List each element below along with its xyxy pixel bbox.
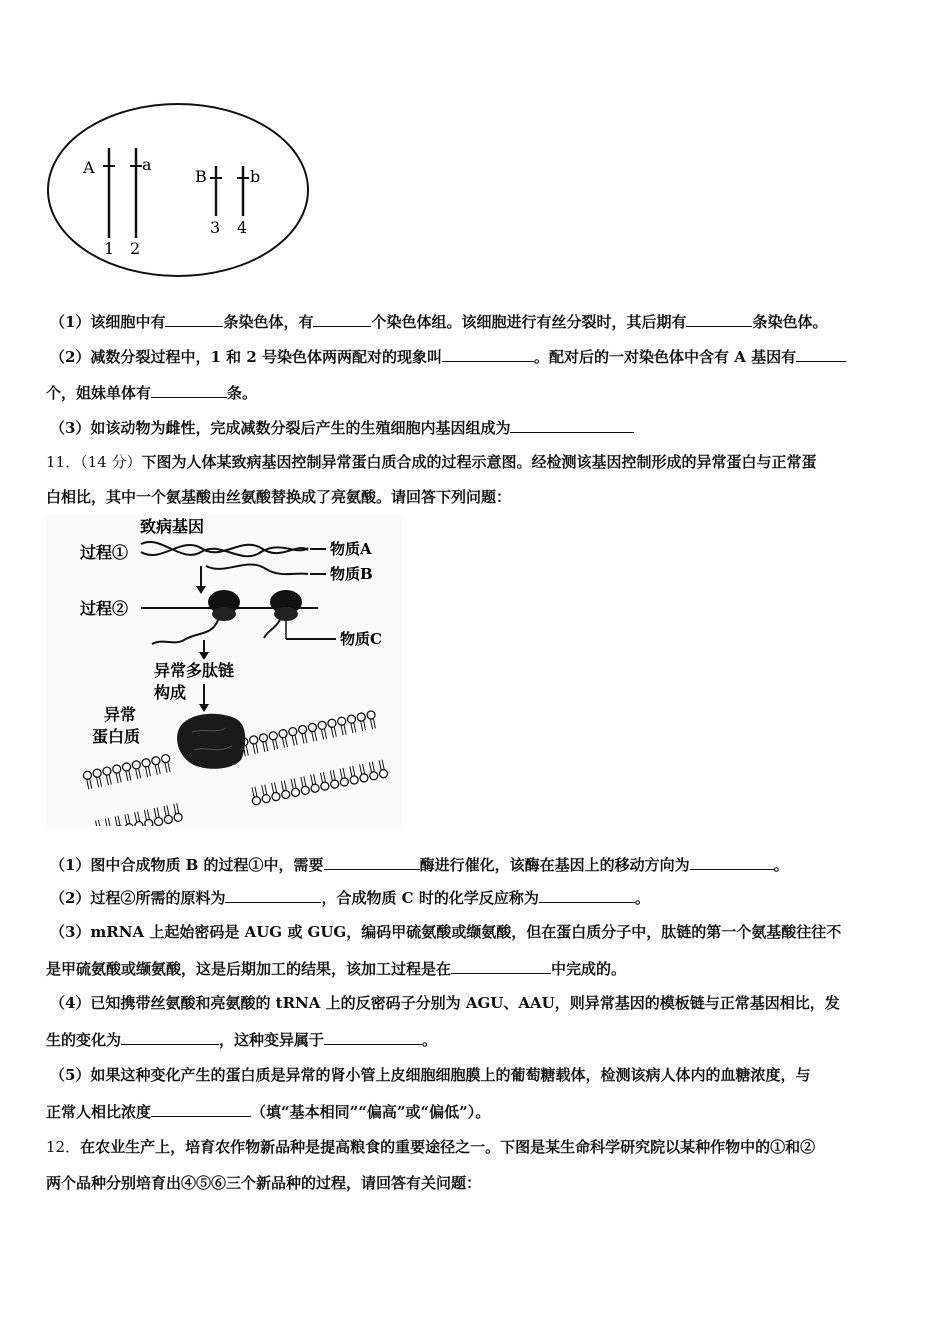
answer-blank[interactable] (151, 1101, 251, 1117)
answer-blank[interactable] (539, 887, 635, 903)
arrow-down-icon (196, 586, 206, 594)
ribosome-small-1 (212, 607, 236, 621)
answer-blank[interactable] (165, 311, 223, 327)
label-1: 1 (104, 239, 115, 258)
answer-blank[interactable] (324, 1029, 422, 1045)
label-2: 2 (130, 239, 141, 258)
label-A: A (83, 158, 95, 177)
answer-blank[interactable] (225, 887, 321, 903)
substance-c-label: 物质C (340, 630, 382, 648)
abnormal-protein-label-1: 异常 (104, 705, 137, 724)
answer-blank[interactable] (121, 1029, 219, 1045)
q12-line1: 12．在农业生产上，培育农作物新品种是提高粮食的重要途径之一。下图是某生命科学研究院以某种作物中的①和② (46, 1138, 816, 1156)
answer-blank[interactable] (686, 311, 752, 327)
q11-part4-line2: 生的变化为 ，这种变异属于 。 (46, 1031, 438, 1049)
q11-part3-line2: 是甲硫氨酸或缬氨酸，这是后期加工的结果，该加工过程是在 中完成的。 (46, 960, 627, 978)
arrow-down-icon (199, 704, 209, 712)
ribosome-small-2 (274, 607, 298, 621)
answer-blank[interactable] (510, 417, 634, 433)
question-score: （14 分） (80, 453, 142, 471)
gene-expression-figure (46, 514, 402, 826)
arrow-down-icon (199, 652, 209, 660)
q11-part3-line1: （3）mRNA 上起始密码是 AUG 或 GUG，编码甲硫氨酸或缬氨酸，但在蛋白质分子中，肽链的第一个氨基酸往往不 (50, 923, 842, 941)
q11-part5-line1: （5）如果这种变化产生的蛋白质是异常的肾小管上皮细胞细胞膜上的葡萄糖载体，检测该病人体内的血糖浓度，与 (50, 1066, 811, 1084)
mrna-strand (206, 564, 308, 574)
question-number: 12． (46, 1138, 81, 1156)
label-a: a (142, 155, 152, 174)
gene-label: 致病基因 (140, 517, 205, 536)
q11-part4-line1: （4）已知携带丝氨酸和亮氨酸的 tRNA 上的反密码子分别为 AGU、AAU，则异常基因的模板链与正常基因相比，发 (50, 994, 840, 1012)
cell-outline (48, 104, 308, 276)
process2-label: 过程② (80, 599, 129, 618)
chromosome-cell-figure (45, 98, 315, 280)
abnormal-peptide-label: 异常多肽链 (154, 661, 235, 680)
dna-strand-top (141, 542, 308, 556)
q11-part2: （2）过程②所需的原料为 ，合成物质 C 时的化学反应称为 。 (50, 889, 650, 907)
question-number: 11． (46, 453, 81, 471)
answer-blank[interactable] (690, 854, 774, 870)
q10-part3: （3）如该动物为雌性，完成减数分裂后产生的生殖细胞内基因组成为 (50, 417, 634, 438)
q10-part2: （2）减数分裂过程中，1 和 2 号染色体两两配对的现象叫 。配对后的一对染色体中含有 A 基因有 (50, 346, 846, 367)
substance-b-label: 物质B (330, 565, 373, 583)
q10-part1: （1）该细胞中有 条染色体，有 个染色体组。该细胞进行有丝分裂时，其后期有 条染色体。 (50, 313, 828, 331)
q11-part1: （1）图中合成物质 B 的过程①中，需要 酶进行催化，该酶在基因上的移动方向为 。 (50, 856, 789, 874)
answer-blank[interactable] (796, 346, 846, 362)
polypeptide-1 (152, 620, 218, 644)
answer-blank[interactable] (451, 958, 551, 974)
q11-intro-line1: 11．（14 分）下图为人体某致病基因控制异常蛋白质合成的过程示意图。经检测该基因控制形成的异常蛋白与正常蛋 (46, 453, 817, 471)
q10-part2-cont: 个，姐妹单体有 条。 (46, 384, 258, 402)
substance-a-label: 物质A (330, 540, 372, 558)
abnormal-protein-shape (177, 714, 245, 769)
q11-part5-line2: 正常人相比浓度 （填“基本相同”“偏高”或“偏低”）。 (46, 1103, 491, 1121)
polypeptide-2 (264, 620, 280, 638)
label-b: b (250, 167, 261, 186)
label-B: B (195, 167, 207, 186)
constitute-label: 构成 (154, 683, 187, 702)
answer-blank[interactable] (313, 311, 371, 327)
answer-blank[interactable] (151, 382, 227, 398)
answer-blank[interactable] (442, 346, 534, 362)
process1-label: 过程① (80, 543, 129, 562)
q11-intro-line2: 白相比，其中一个氨基酸由丝氨酸替换成了亮氨酸。请回答下列问题： (46, 488, 512, 506)
label-4: 4 (237, 218, 248, 237)
answer-blank[interactable] (324, 854, 420, 870)
abnormal-protein-label-2: 蛋白质 (92, 727, 141, 746)
q12-line2: 两个品种分别培育出④⑤⑥三个新品种的过程，请回答有关问题： (46, 1174, 482, 1192)
label-3: 3 (210, 218, 221, 237)
